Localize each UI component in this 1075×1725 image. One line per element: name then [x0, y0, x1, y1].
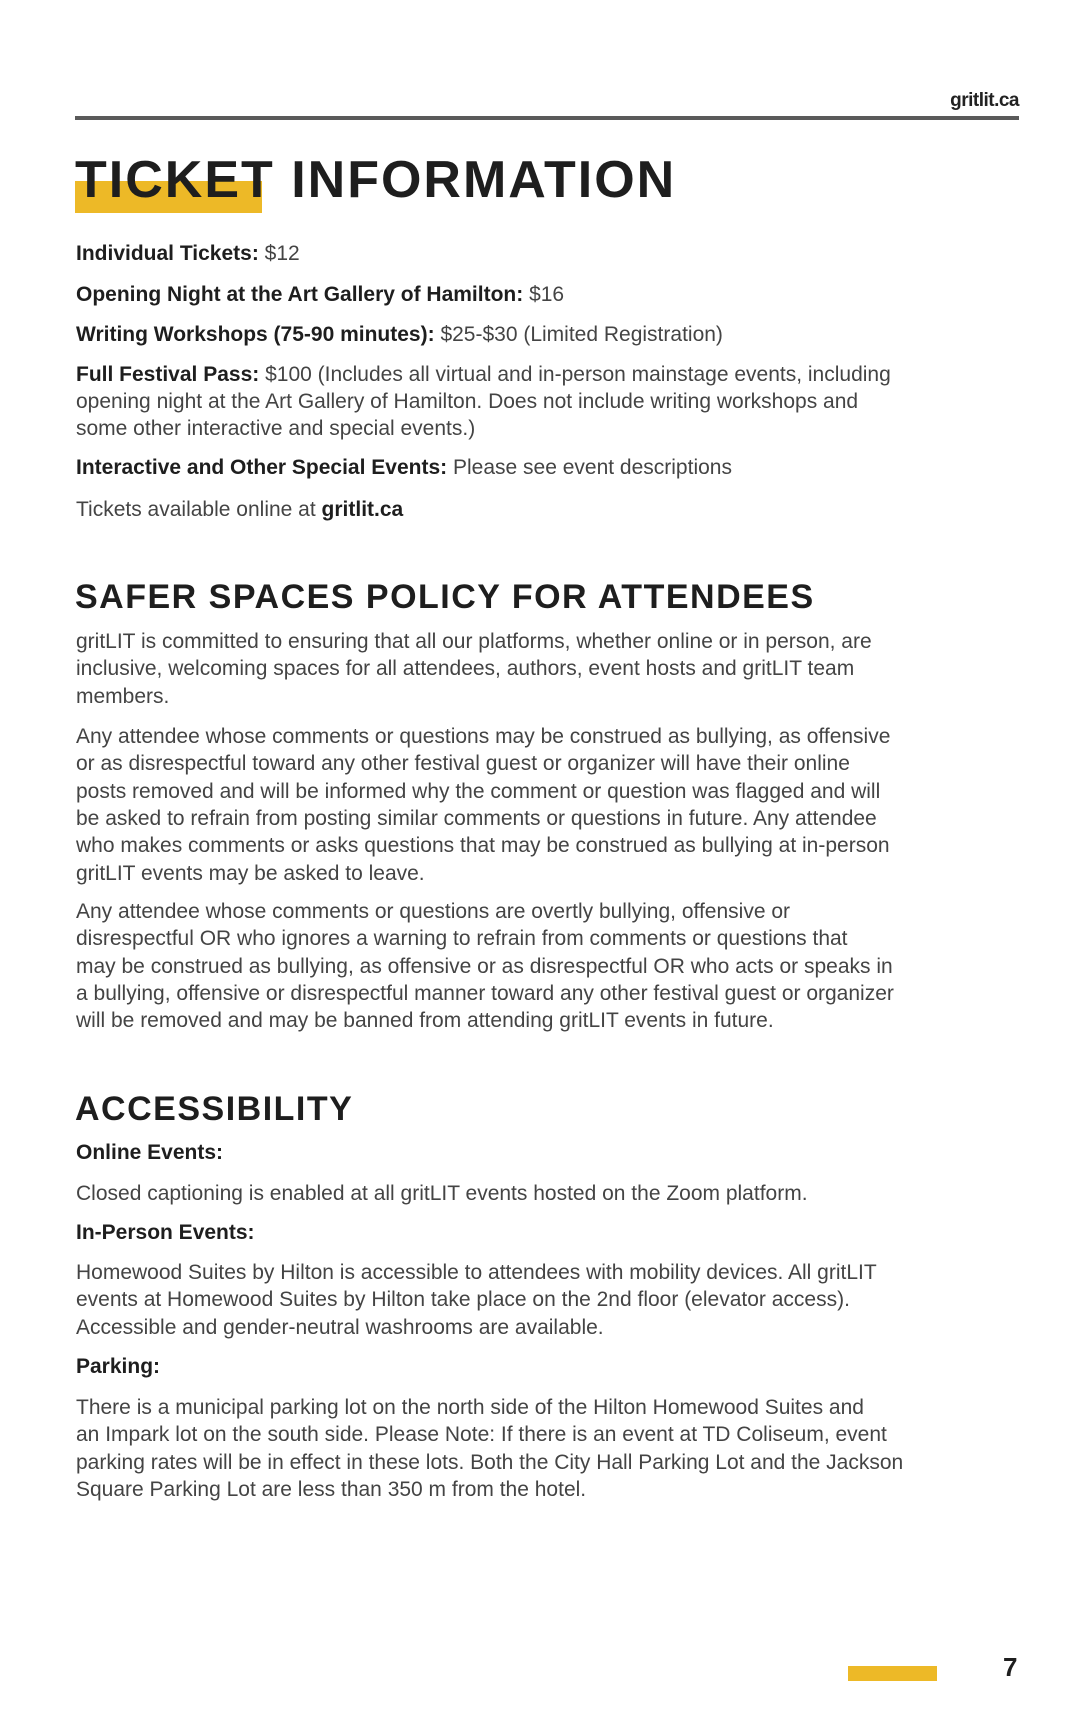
ticket-label: Full Festival Pass:: [76, 363, 260, 386]
ticket-value: $16: [523, 283, 565, 306]
policy-paragraph-line: Any attendee whose comments or questions are overtly bullying, offensive or: [76, 900, 790, 923]
safer-spaces-heading: SAFER SPACES POLICY FOR ATTENDEES: [75, 578, 815, 616]
policy-paragraph-line: will be removed and may be banned from attending gritLIT events in future.: [76, 1009, 774, 1033]
ticket-price-line: [76, 281, 564, 308]
in-person-events-text: Homewood Suites by Hilton is accessible to attendees with mobility devices. All gritLIT: [76, 1261, 877, 1284]
title-rest: INFORMATION: [274, 151, 677, 209]
policy-paragraph-line: gritLIT is committed to ensuring that all our platforms, whether online or in person, are: [76, 630, 872, 653]
policy-paragraph-line: disrespectful OR who ignores a warning to refrain from comments or questions that: [76, 927, 848, 951]
in-person-events-text: Accessible and gender-neutral washrooms are available.: [76, 1315, 604, 1339]
parking-text: There is a municipal parking lot on the north side of the Hilton Homewood Suites and: [76, 1396, 864, 1419]
title-highlight-word: TICKET: [75, 151, 275, 209]
ticket-price-line: [76, 388, 858, 415]
policy-paragraph-line: who makes comments or asks questions that may be construed as bullying at in-person: [76, 834, 890, 858]
policy-paragraph-line: or as disrespectful toward any other festival guest or organizer will have their online: [76, 752, 850, 776]
policy-paragraph-line: a bullying, offensive or disrespectful manner toward any other festival guest or organizer: [76, 981, 894, 1005]
ticket-price-line: [76, 454, 732, 481]
page-number: 7: [1003, 1652, 1018, 1682]
ticket-value: $25-$30 (Limited Registration): [434, 323, 723, 346]
ticket-price-line: [76, 240, 300, 267]
online-events-text: Closed captioning is enabled at all gritLIT events hosted on the Zoom platform.: [76, 1182, 808, 1205]
in-person-events-label: In-Person Events:: [76, 1221, 255, 1244]
accessibility-heading: ACCESSIBILITY: [75, 1090, 354, 1128]
parking-text: Square Parking Lot are less than 350 m from the hotel.: [76, 1477, 587, 1501]
ticket-label: Individual Tickets:: [76, 242, 259, 265]
ticket-value: some other interactive and special events.): [76, 417, 476, 440]
footer-accent-bar: [848, 1666, 937, 1681]
ticket-price-line: [76, 321, 723, 348]
ticket-value: opening night at the Art Gallery of Hamilton. Does not include writing workshops and: [76, 390, 859, 413]
ticket-label: Interactive and Other Special Events:: [76, 456, 448, 479]
ticket-price-line: [76, 415, 475, 442]
policy-paragraph-line: may be construed as bullying, as offensive or as disrespectful OR who acts or speaks in: [76, 954, 893, 978]
parking-text: an Impark lot on the south side. Please Note: If there is an event at TD Coliseum, event: [76, 1423, 887, 1447]
ticket-value: $100 (Includes all virtual and in-person mainstage events, including: [259, 363, 891, 386]
policy-paragraph-line: gritLIT events may be asked to leave.: [76, 861, 425, 885]
ticket-value: Please see event descriptions: [447, 456, 732, 479]
policy-paragraph-line: inclusive, welcoming spaces for all attendees, authors, event hosts and gritLIT team: [76, 657, 855, 681]
header-rule: [75, 116, 1019, 120]
in-person-events-text: events at Homewood Suites by Hilton take place on the 2nd floor (elevator access).: [76, 1288, 850, 1312]
parking-text: parking rates will be in effect in these lots. Both the City Hall Parking Lot and the Jackson: [76, 1450, 904, 1474]
policy-paragraph-line: posts removed and will be informed why the comment or question was flagged and will: [76, 779, 881, 803]
ticket-label: Opening Night at the Art Gallery of Hamilton:: [76, 283, 524, 306]
online-text: Tickets available online at: [76, 498, 322, 521]
policy-paragraph-line: members.: [76, 684, 170, 708]
site-url: gritlit.ca: [950, 90, 1019, 111]
tickets-online-note: [76, 496, 403, 523]
ticket-value: $12: [258, 242, 300, 265]
online-events-label: Online Events:: [76, 1141, 224, 1164]
ticket-label: Writing Workshops (75-90 minutes):: [76, 323, 435, 346]
gritlit-link[interactable]: gritlit.ca: [321, 498, 404, 521]
parking-label: Parking:: [76, 1355, 161, 1378]
ticket-price-line: [76, 361, 891, 388]
policy-paragraph-line: be asked to refrain from posting similar comments or questions in future. Any attendee: [76, 806, 877, 830]
page-title: [75, 150, 676, 210]
policy-paragraph-line: Any attendee whose comments or questions may be construed as bullying, as offensive: [76, 725, 891, 748]
